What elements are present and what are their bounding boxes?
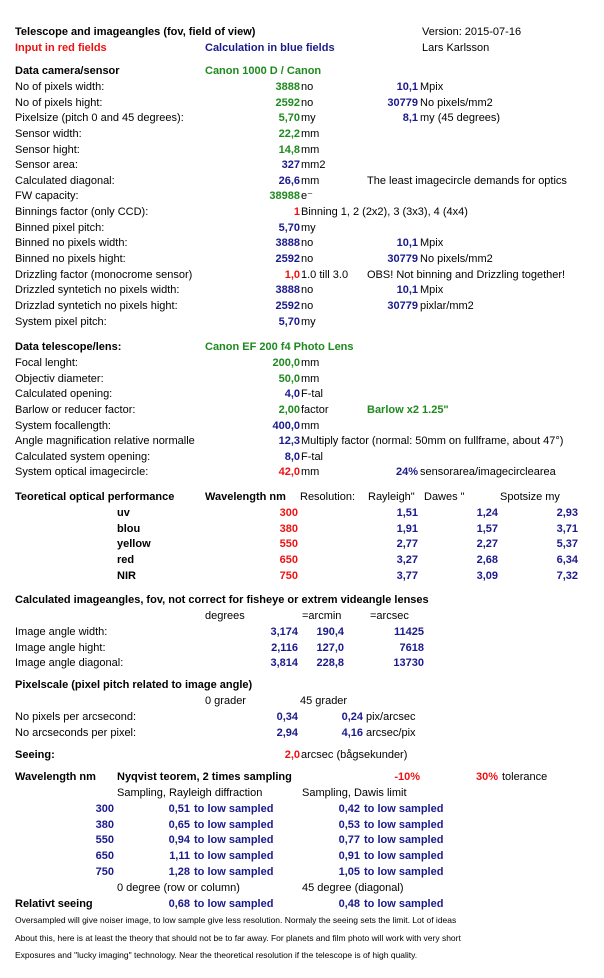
camera-row-label: System pixel pitch: (15, 315, 107, 328)
camera-row-value: 3888 (275, 284, 300, 297)
relative-seeing-label: Relativt seeing (15, 898, 93, 910)
telescope-row-label: Focal lenght: (15, 357, 78, 369)
note-text-3: Exposures and "lucky imaging" technology. Near the theoretical resolution if the telescope is of high quality. (15, 950, 418, 960)
angles-row-arcmin: 228,8 (316, 657, 344, 670)
camera-row-value[interactable]: 1 (293, 206, 300, 218)
angles-col-degrees: degrees (205, 610, 245, 622)
nyquist-row-wavelength: 380 (95, 818, 114, 831)
pixelscale-row-label: No pixels per arcsecond: (15, 711, 137, 723)
camera-row (0, 299, 604, 314)
nyquist-row-rayleigh-value: 0,94 (168, 834, 190, 847)
camera-model: Canon 1000 D / Canon (205, 65, 322, 77)
angles-row-label: Image angle hight: (15, 641, 106, 654)
optical-row-name: blou (117, 522, 141, 535)
camera-row-unit: no (301, 284, 314, 297)
tolerance-low[interactable]: -10% (394, 771, 420, 783)
nyquist-row-rayleigh-text: to low sampled (194, 803, 274, 815)
camera-row-unit: e⁻ (301, 190, 313, 203)
optical-row-name: yellow (117, 538, 151, 551)
camera-row-unit: 1.0 till 3.0 (301, 268, 349, 281)
optical-row-spot: 2,93 (556, 507, 578, 519)
camera-header (0, 64, 604, 79)
camera-row (0, 96, 604, 111)
camera-row-value[interactable]: 3888 (275, 81, 300, 93)
telescope-row-value[interactable]: 2,00 (278, 403, 300, 416)
nyquist-row-dawes-value: 0,91 (338, 849, 360, 862)
camera-row (0, 127, 604, 142)
telescope-row (0, 419, 604, 434)
tolerance-label: tolerance (502, 771, 548, 783)
camera-row-value: 5,70 (278, 315, 300, 328)
camera-row (0, 111, 604, 126)
optical-header (0, 490, 604, 505)
pixelscale-section-title: Pixelscale (pixel pitch related to image angle) (15, 679, 253, 691)
nyquist-row-rayleigh-text: to low sampled (194, 865, 274, 878)
nyquist-row-rayleigh-text: to low sampled (194, 849, 274, 862)
nyquist-row-dawes-text: to low sampled (364, 818, 444, 831)
optical-col-resolution: Resolution: (300, 491, 356, 503)
nyquist-row-wavelength: 550 (95, 834, 114, 847)
nyquist-footer (0, 881, 604, 896)
optical-row-spot: 7,32 (556, 569, 578, 582)
note-line-3 (0, 949, 604, 962)
camera-row (0, 252, 604, 267)
camera-row-unit: Binning 1, 2 (2x2), 3 (3x3), 4 (4x4) (301, 206, 468, 218)
optical-section-title: Teoretical optical performance (15, 491, 175, 503)
angles-row-label: Image angle diagonal: (15, 657, 124, 670)
tolerance-high[interactable]: 30% (475, 771, 498, 783)
nyquist-row-dawes-value: 1,05 (338, 865, 360, 878)
camera-row-unit: my (301, 315, 316, 328)
camera-row-extra-unit: pixlar/mm2 (420, 299, 474, 312)
camera-row-value[interactable]: 38988 (269, 190, 300, 203)
camera-row-value[interactable]: 14,8 (278, 143, 300, 156)
camera-row-extra-unit: Mpix (420, 284, 444, 297)
optical-row-wavelength[interactable]: 380 (279, 522, 298, 535)
camera-row (0, 174, 604, 189)
optical-row-dawes: 3,09 (476, 569, 498, 582)
nyquist-col-wavelength: Wavelength nm (15, 771, 96, 783)
optical-row-rayleigh: 3,77 (396, 569, 418, 582)
nyquist-row-dawes-text: to low sampled (364, 834, 444, 847)
angles-row-arcsec: 7618 (399, 641, 424, 654)
camera-row-value[interactable]: 22,2 (278, 127, 300, 140)
nyquist-row-rayleigh-text: to low sampled (194, 834, 274, 847)
angles-row-label: Image angle width: (15, 626, 108, 638)
nyquist-row-wavelength: 300 (95, 803, 114, 815)
pixelscale-row-unit: arcsec/pix (366, 726, 416, 739)
telescope-section-title: Data telescope/lens: (15, 341, 122, 353)
header-row-2 (0, 41, 604, 56)
camera-row-value: 5,70 (278, 221, 300, 234)
optical-row-rayleigh: 3,27 (396, 553, 418, 566)
nyquist-row (0, 833, 604, 848)
optical-row-dawes: 1,57 (476, 522, 498, 535)
camera-row-unit: no (301, 81, 314, 93)
angles-row-arcmin: 190,4 (316, 626, 344, 638)
camera-row-label: Drizzling factor (monocrome sensor) (15, 268, 193, 281)
camera-row (0, 315, 604, 330)
nyquist-row-dawes-text: to low sampled (364, 865, 444, 878)
header-row-1 (0, 25, 604, 40)
nyquist-row-dawes-value: 0,42 (338, 803, 360, 815)
telescope-row-unit: Multiply factor (normal: 50mm on fullframe, about 47°) (301, 435, 564, 448)
optical-row-dawes: 2,68 (476, 553, 498, 566)
optical-row (0, 522, 604, 537)
nyquist-row-rayleigh-value: 0,65 (168, 818, 190, 831)
telescope-row-label: Calculated opening: (15, 388, 113, 401)
telescope-row-unit: F-tal (301, 450, 323, 463)
telescope-row-extra-unit: sensorarea/imagecirclearea (420, 466, 556, 479)
nyquist-row (0, 849, 604, 864)
nyquist-row-dawes-value: 0,77 (338, 834, 360, 847)
camera-row (0, 189, 604, 204)
camera-row-label: Binned pixel pitch: (15, 221, 105, 234)
optical-row (0, 537, 604, 552)
camera-row-unit: my (301, 221, 316, 234)
nyquist-row-rayleigh-value: 1,28 (168, 865, 190, 878)
camera-row (0, 205, 604, 220)
optical-row (0, 569, 604, 584)
optical-row-spot: 3,71 (556, 522, 578, 535)
note-text-1: Oversampled will give noiser image, to low sample give less resolution. Normaly the seeing sets the limit. Lot of ideas (15, 915, 457, 925)
camera-row-value: 26,6 (278, 174, 300, 187)
nyquist-row-rayleigh-value: 0,51 (168, 803, 190, 815)
camera-row-value: 327 (281, 159, 300, 172)
camera-section-title: Data camera/sensor (15, 65, 120, 77)
camera-row-label: Binned no pixels hight: (15, 252, 126, 265)
camera-row-unit: mm (301, 143, 320, 156)
optical-col-dawes: Dawes " (424, 491, 465, 503)
camera-row (0, 236, 604, 251)
telescope-row-unit: mm (301, 466, 320, 479)
camera-row-label: Binnings factor (only CCD): (15, 206, 149, 218)
telescope-row (0, 356, 604, 371)
nyquist-row (0, 802, 604, 817)
camera-row-extra-unit: The least imagecircle demands for optics (367, 174, 567, 187)
telescope-row (0, 434, 604, 449)
optical-col-spot: Spotsize my (500, 491, 560, 503)
camera-row-unit: no (301, 299, 314, 312)
camera-row-value: 3888 (275, 237, 300, 250)
input-note: Input in red fields (15, 42, 107, 54)
angles-row (0, 625, 604, 640)
nyquist-row-wavelength: 650 (95, 849, 114, 862)
camera-row (0, 283, 604, 298)
camera-row-label: Pixelsize (pitch 0 and 45 degrees): (15, 112, 184, 125)
nyquist-row-rayleigh-text: to low sampled (194, 818, 274, 831)
page-title: Telescope and imageangles (fov, field of view) (15, 26, 256, 38)
author-label: Lars Karlsson (422, 42, 490, 54)
optical-row (0, 506, 604, 521)
angles-row-degrees: 3,814 (270, 657, 298, 670)
optical-row-wavelength[interactable]: 750 (279, 569, 298, 582)
camera-row-extra-unit: No pixels/mm2 (420, 96, 493, 109)
camera-row-value[interactable]: 2592 (275, 96, 300, 109)
telescope-row-label: System focallength: (15, 419, 111, 432)
nyquist-row (0, 865, 604, 880)
optical-row-dawes: 2,27 (476, 538, 498, 551)
relative-seeing-row (0, 897, 604, 912)
angles-row (0, 656, 604, 671)
telescope-row-unit: mm (301, 372, 320, 385)
nyquist-row-dawes-text: to low sampled (364, 803, 444, 815)
calc-note: Calculation in blue fields (205, 42, 335, 54)
camera-row (0, 158, 604, 173)
telescope-row-extra-value: 24% (395, 466, 418, 479)
camera-row-unit: no (301, 96, 314, 109)
camera-row-unit: no (301, 252, 314, 265)
camera-row-unit: mm (301, 127, 320, 140)
optical-row-name: red (117, 553, 135, 566)
telescope-row-unit: factor (301, 403, 329, 416)
seeing-unit: arcsec (bågsekunder) (301, 749, 408, 761)
optical-row-rayleigh: 1,51 (396, 507, 418, 519)
pixelscale-row (0, 726, 604, 741)
camera-row-unit: mm2 (301, 159, 326, 172)
angles-col-arcsec: =arcsec (370, 610, 409, 622)
pixelscale-header (0, 678, 604, 693)
telescope-row (0, 372, 604, 387)
telescope-row-value: 4,0 (284, 388, 300, 401)
camera-row-label: Sensor width: (15, 127, 82, 140)
angles-row (0, 641, 604, 656)
camera-row-unit: my (301, 112, 316, 125)
telescope-row-value[interactable]: 200,0 (272, 357, 300, 369)
optical-row-dawes: 1,24 (476, 507, 498, 519)
camera-row (0, 221, 604, 236)
note-line-1 (0, 914, 604, 927)
camera-row-extra-value: 30779 (387, 252, 418, 265)
optical-row-rayleigh: 1,91 (396, 522, 418, 535)
camera-row-extra-value: 10,1 (396, 81, 418, 93)
camera-row-extra-value: 10,1 (396, 237, 418, 250)
seeing-value[interactable]: 2,0 (284, 749, 300, 761)
telescope-row-unit: mm (301, 357, 320, 369)
optical-row-spot: 6,34 (556, 553, 578, 566)
nyquist-row (0, 818, 604, 833)
angles-row-arcsec: 11425 (394, 626, 424, 638)
optical-row (0, 553, 604, 568)
camera-row-extra-value: 30779 (387, 96, 418, 109)
optical-col-rayleigh: Rayleigh" (368, 491, 415, 503)
pixelscale-row-unit: pix/arcsec (366, 711, 416, 723)
angles-row-degrees: 3,174 (270, 626, 298, 638)
angles-section-title: Calculated imageangles, fov, not correct for fisheye or extrem videangle lenses (15, 594, 429, 606)
nyquist-row-rayleigh-value: 1,11 (169, 849, 190, 862)
pixelscale-row-label: No arcseconds per pixel: (15, 726, 137, 739)
telescope-row (0, 450, 604, 465)
camera-row-extra-value: 30779 (387, 299, 418, 312)
telescope-row (0, 387, 604, 402)
nyquist-sub-dawes: Sampling, Dawis limit (302, 787, 407, 799)
camera-row (0, 80, 604, 95)
note-text-2: About this, here is at least the theory that should not be to far away. For planets and film photo will work with very short (15, 933, 461, 943)
angles-row-degrees: 2,116 (271, 641, 298, 654)
relative-d-text: to low sampled (364, 898, 444, 910)
telescope-row-value: 400,0 (272, 419, 300, 432)
telescope-row (0, 403, 604, 418)
camera-row-extra-value: 10,1 (396, 284, 418, 297)
pixelscale-row (0, 710, 604, 725)
seeing-label: Seeing: (15, 749, 55, 761)
nyquist-foot-0: 0 degree (row or column) (117, 882, 240, 894)
pixelscale-row-0deg: 0,34 (276, 711, 298, 723)
optical-row-name: NIR (117, 569, 136, 582)
optical-row-name: uv (117, 507, 130, 519)
camera-row-label: FW capacity: (15, 190, 79, 203)
nyquist-foot-45: 45 degree (diagonal) (302, 882, 404, 894)
optical-row-wavelength[interactable]: 550 (279, 538, 298, 551)
telescope-row-unit: F-tal (301, 388, 323, 401)
telescope-row-value: 8,0 (284, 450, 300, 463)
telescope-row-label: Objectiv diameter: (15, 372, 104, 385)
camera-row-extra-value: 8,1 (402, 112, 418, 125)
telescope-row-value[interactable]: 50,0 (278, 372, 300, 385)
nyquist-row-dawes-value: 0,53 (338, 818, 360, 831)
version-label: Version: 2015-07-16 (422, 26, 522, 38)
optical-col-wavelength: Wavelength nm (205, 491, 286, 503)
camera-row-value[interactable]: 1,0 (284, 268, 300, 281)
camera-row-extra-unit: my (45 degrees) (420, 112, 501, 125)
telescope-row (0, 465, 604, 480)
optical-row-rayleigh: 2,77 (396, 538, 418, 551)
nyquist-header (0, 770, 604, 785)
pixelscale-col-0: 0 grader (205, 695, 246, 707)
pixelscale-row-45deg: 4,16 (341, 726, 363, 739)
pixelscale-col-header (0, 694, 604, 709)
camera-row (0, 268, 604, 283)
pixelscale-row-45deg: 0,24 (341, 711, 363, 723)
camera-row-label: Binned no pixels width: (15, 237, 128, 250)
seeing-row (0, 748, 604, 763)
relative-r-value: 0,68 (168, 898, 190, 910)
angles-row-arcsec: 13730 (393, 657, 424, 670)
camera-row-extra-unit: OBS! Not binning and Drizzling together! (367, 268, 566, 281)
optical-row-wavelength[interactable]: 300 (279, 507, 298, 519)
camera-row-unit: no (301, 237, 314, 250)
camera-row-label: Drizzled syntetich no pixels width: (15, 284, 180, 297)
nyquist-row-dawes-text: to low sampled (364, 849, 444, 862)
camera-row-label: Drizzlad syntetich no pixels hight: (15, 299, 178, 312)
telescope-row-value: 12,3 (278, 435, 300, 448)
pixelscale-col-45: 45 grader (300, 695, 348, 707)
camera-row-label: Sensor area: (15, 159, 78, 172)
nyquist-subheader (0, 786, 604, 801)
angles-row-arcmin: 127,0 (316, 641, 344, 654)
camera-row-extra-unit: Mpix (420, 237, 444, 250)
telescope-model: Canon EF 200 f4 Photo Lens (205, 341, 354, 353)
camera-row-extra-unit: No pixels/mm2 (420, 252, 493, 265)
telescope-row-label: System optical imagecircle: (15, 466, 149, 479)
telescope-header (0, 340, 604, 355)
angles-col-arcmin: =arcmin (302, 610, 342, 622)
note-line-2 (0, 932, 604, 945)
optical-row-wavelength[interactable]: 650 (279, 553, 298, 566)
nyquist-title: Nyqvist teorem, 2 times sampling (117, 771, 292, 783)
camera-row-unit: mm (301, 174, 320, 187)
camera-row (0, 143, 604, 158)
camera-row-label: No of pixels hight: (15, 96, 103, 109)
camera-row-value: 2592 (275, 252, 300, 265)
nyquist-row-wavelength: 750 (95, 865, 114, 878)
telescope-row-extra-unit: Barlow x2 1.25" (367, 403, 449, 416)
camera-row-label: Calculated diagonal: (15, 174, 115, 187)
camera-row-label: No of pixels width: (15, 81, 105, 93)
angles-header (0, 593, 604, 608)
relative-r-text: to low sampled (194, 898, 274, 910)
optical-row-spot: 5,37 (556, 538, 578, 551)
telescope-row-value[interactable]: 42,0 (278, 466, 300, 479)
camera-row-label: Sensor hight: (15, 143, 80, 156)
relative-d-value: 0,48 (338, 898, 360, 910)
nyquist-sub-rayleigh: Sampling, Rayleigh diffraction (117, 787, 263, 799)
telescope-row-unit: mm (301, 419, 320, 432)
telescope-row-label: Angle magnification relative normalle (15, 435, 195, 448)
camera-row-value[interactable]: 5,70 (278, 112, 300, 125)
telescope-row-label: Calculated system opening: (15, 450, 151, 463)
camera-row-value: 2592 (275, 299, 300, 312)
camera-row-extra-unit: Mpix (420, 81, 444, 93)
angles-col-header (0, 609, 604, 624)
pixelscale-row-0deg: 2,94 (276, 726, 298, 739)
telescope-row-label: Barlow or reducer factor: (15, 403, 136, 416)
